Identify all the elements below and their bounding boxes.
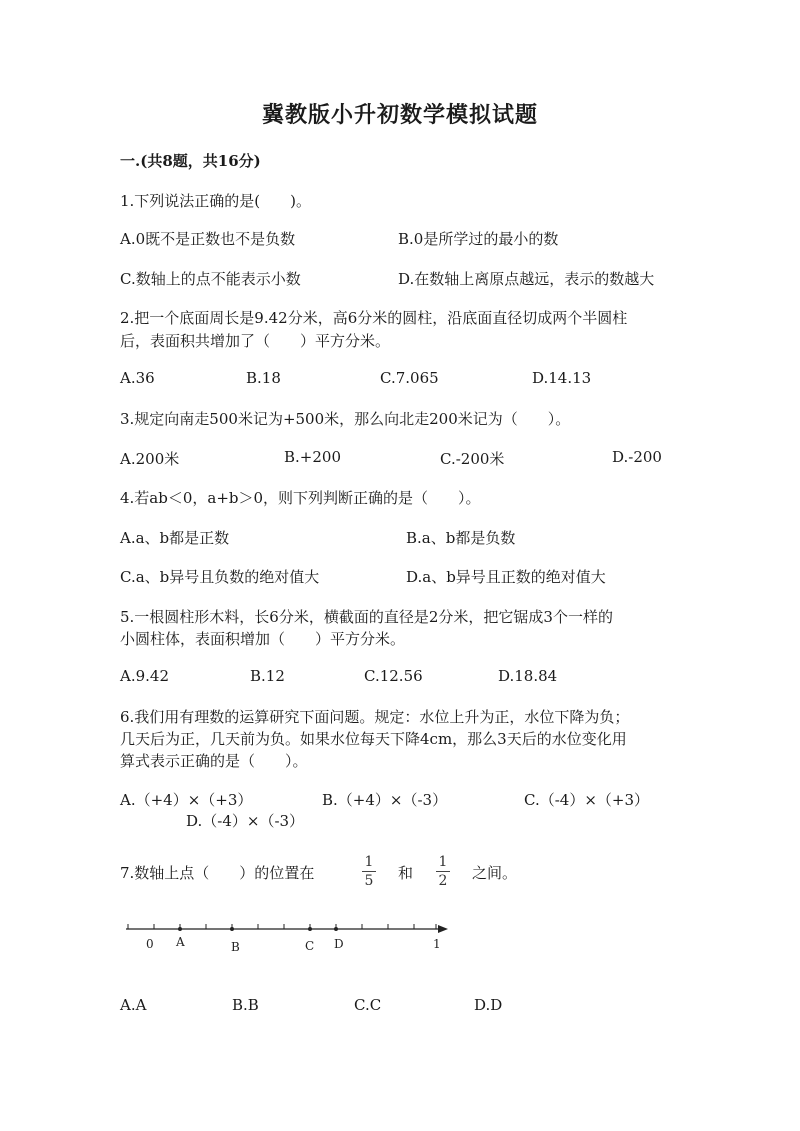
q3-option-b[interactable]: B.+200 [284, 448, 341, 466]
fraction-one-fifth-bar [362, 871, 376, 872]
question-2-stem-line1: 2.把一个底面周长是9.42分米，高6分米的圆柱，沿底面直径切成两个半圆柱 [120, 309, 628, 327]
number-line-arrow [438, 925, 448, 933]
fraction-one-half-numerator: 1 [438, 854, 448, 870]
q6-option-d[interactable]: D.（-4）×（-3） [186, 812, 305, 830]
q5-option-d[interactable]: D.18.84 [498, 667, 558, 685]
fraction-one-fifth [362, 854, 376, 889]
q4-option-a[interactable]: A.a、b都是正数 [120, 529, 230, 547]
q1-option-b[interactable]: B.0是所学过的最小的数 [398, 230, 559, 248]
question-6-stem-line2: 几天后为正，几天前为负。如果水位每天下降4cm，那么3天后的水位变化用 [120, 730, 627, 748]
fraction-one-fifth-numerator: 1 [364, 854, 374, 870]
point-c-dot [308, 927, 312, 931]
q4-option-d[interactable]: D.a、b异号且正数的绝对值大 [406, 568, 606, 586]
point-a-dot [178, 927, 182, 931]
fraction-one-half-denominator: 2 [438, 873, 448, 889]
number-line-ticks [128, 924, 436, 929]
number-line [120, 915, 460, 965]
q5-option-b[interactable]: B.12 [250, 667, 285, 685]
number-line-label-d: D [334, 937, 344, 951]
q6-option-c[interactable]: C.（-4）×（+3） [524, 791, 650, 809]
q1-option-c[interactable]: C.数轴上的点不能表示小数 [120, 270, 301, 288]
question-5-stem-line1: 5.一根圆柱形木料，长6分米，横截面的直径是2分米，把它锯成3个一样的 [120, 608, 613, 626]
question-7-stem-part2: 和 [398, 864, 414, 882]
q1-option-a[interactable]: A.0既不是正数也不是负数 [120, 230, 296, 248]
question-2-stem-line2: 后，表面积共增加了（ ）平方分米。 [120, 332, 391, 350]
number-line-label-a: A [176, 935, 185, 949]
q7-option-a[interactable]: A.A [120, 996, 147, 1014]
section-heading: 一.(共8题，共16分) [120, 152, 261, 170]
number-line-label-c: C [305, 939, 315, 953]
question-1-stem: 1.下列说法正确的是( )。 [120, 192, 312, 210]
number-line-label-zero: 0 [146, 937, 154, 951]
q3-option-a[interactable]: A.200米 [120, 450, 180, 468]
q4-option-c[interactable]: C.a、b异号且负数的绝对值大 [120, 568, 320, 586]
q3-option-d[interactable]: D.-200 [612, 448, 662, 466]
q6-option-a[interactable]: A.（+4）×（+3） [120, 791, 253, 809]
q2-option-b[interactable]: B.18 [246, 369, 281, 387]
q7-option-b[interactable]: B.B [232, 996, 259, 1014]
page-title: 冀教版小升初数学模拟试题 [261, 102, 538, 128]
q2-option-d[interactable]: D.14.13 [532, 369, 592, 387]
number-line-label-b: B [231, 940, 240, 954]
question-6-stem-line1: 6.我们用有理数的运算研究下面问题。规定：水位上升为正，水位下降为负； [120, 708, 630, 726]
question-5-stem-line2: 小圆柱体，表面积增加（ ）平方分米。 [120, 630, 406, 648]
q5-option-c[interactable]: C.12.56 [364, 667, 423, 685]
question-3-stem: 3.规定向南走500米记为+500米，那么向北走200米记为（ ）。 [120, 410, 571, 428]
q6-option-b[interactable]: B.（+4）×（-3） [322, 791, 448, 809]
fraction-one-fifth-denominator: 5 [364, 873, 374, 889]
fraction-one-half [436, 854, 450, 889]
point-d-dot [334, 927, 338, 931]
fraction-one-half-bar [436, 871, 450, 872]
number-line-label-one: 1 [433, 937, 441, 951]
q4-option-b[interactable]: B.a、b都是负数 [406, 529, 516, 547]
q7-option-d[interactable]: D.D [474, 996, 503, 1014]
q7-option-c[interactable]: C.C [354, 996, 382, 1014]
q3-option-c[interactable]: C.-200米 [440, 450, 505, 468]
question-4-stem: 4.若ab＜0，a+b＞0，则下列判断正确的是（ ）。 [120, 489, 481, 507]
question-6-stem-line3: 算式表示正确的是（ ）。 [120, 752, 308, 770]
q5-option-a[interactable]: A.9.42 [120, 667, 169, 685]
q2-option-a[interactable]: A.36 [120, 369, 155, 387]
q2-option-c[interactable]: C.7.065 [380, 369, 439, 387]
question-7-stem-part3: 之间。 [472, 864, 518, 882]
question-7-stem-part1: 7.数轴上点（ ）的位置在 [120, 864, 315, 882]
q1-option-d[interactable]: D.在数轴上离原点越远，表示的数越大 [398, 270, 655, 288]
point-b-dot [230, 927, 234, 931]
